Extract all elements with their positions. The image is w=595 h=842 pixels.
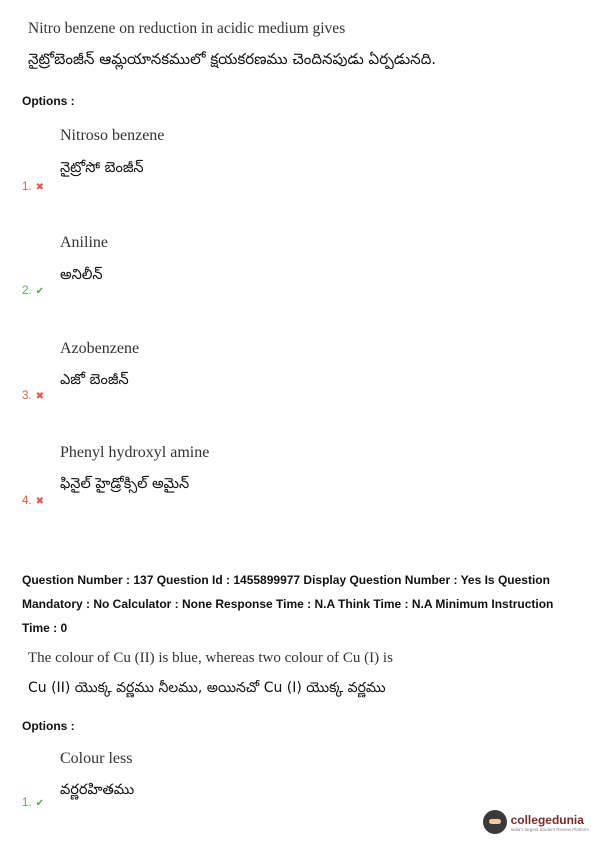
question-2-text-te: Cu (II) యొక్క వర్ణము నీలము, అయినచో Cu (I) యొక్క వర్ణము bbox=[28, 680, 386, 696]
option-1-num-label: 1. bbox=[22, 181, 32, 193]
question-meta-line-1: Question Number : 137 Question Id : 1455899977 Display Question Number : Yes Is Question bbox=[22, 573, 550, 587]
option-1-text-en: Nitroso benzene bbox=[60, 127, 165, 144]
option-3-text-en: Azobenzene bbox=[60, 340, 140, 357]
option-3-num-label: 3. bbox=[22, 390, 32, 402]
option-1-number bbox=[22, 181, 44, 193]
logo-mascot-icon bbox=[483, 810, 507, 834]
cross-icon: ✖ bbox=[35, 182, 44, 193]
check-icon: ✔ bbox=[35, 798, 44, 809]
options-label-2: Options : bbox=[22, 719, 75, 733]
question-meta-line-2: Mandatory : No Calculator : None Response Time : N.A Think Time : N.A Minimum Instruction bbox=[22, 597, 554, 611]
option-2-text-en: Aniline bbox=[60, 234, 108, 251]
q2-option-1-number bbox=[22, 797, 44, 809]
cross-icon: ✖ bbox=[35, 391, 44, 402]
check-icon: ✔ bbox=[35, 286, 44, 297]
option-4-num-label: 4. bbox=[22, 495, 32, 507]
q2-option-1-num-label: 1. bbox=[22, 797, 32, 809]
logo-tagline: India's largest Student Review Platform bbox=[510, 826, 589, 832]
option-3-text-te: ఎజో బెంజీన్ bbox=[60, 372, 129, 388]
q2-option-1-text-en: Colour less bbox=[60, 750, 133, 767]
question-meta bbox=[22, 568, 582, 640]
option-2-num-label: 2. bbox=[22, 285, 32, 297]
logo-name: collegedunia bbox=[510, 812, 584, 827]
option-4-number bbox=[22, 495, 44, 507]
question-text-te: నైట్రోబెంజీన్ ఆమ్లయానకములో క్షయకరణము చెందినపుడు ఏర్పడునది. bbox=[28, 50, 437, 68]
question-meta-line-3: Time : 0 bbox=[22, 621, 68, 635]
q2-option-1-text-te: వర్ణరహితము bbox=[60, 782, 135, 798]
option-2-number bbox=[22, 285, 44, 297]
option-2-text-te: అనిలీన్ bbox=[60, 267, 103, 283]
option-1-text-te: నైట్రోసో బెంజీన్ bbox=[60, 160, 144, 176]
question-2-text-en: The colour of Cu (II) is blue, whereas two colour of Cu (I) is bbox=[28, 650, 393, 666]
option-4-text-te: ఫినైల్ హైడ్రోక్సిల్ అమైన్ bbox=[60, 476, 190, 492]
options-label: Options : bbox=[22, 94, 75, 108]
option-4-text-en: Phenyl hydroxyl amine bbox=[60, 444, 210, 461]
collegedunia-logo bbox=[483, 810, 589, 834]
question-text-en: Nitro benzene on reduction in acidic medium gives bbox=[28, 20, 346, 37]
cross-icon: ✖ bbox=[35, 496, 44, 507]
option-3-number bbox=[22, 390, 44, 402]
